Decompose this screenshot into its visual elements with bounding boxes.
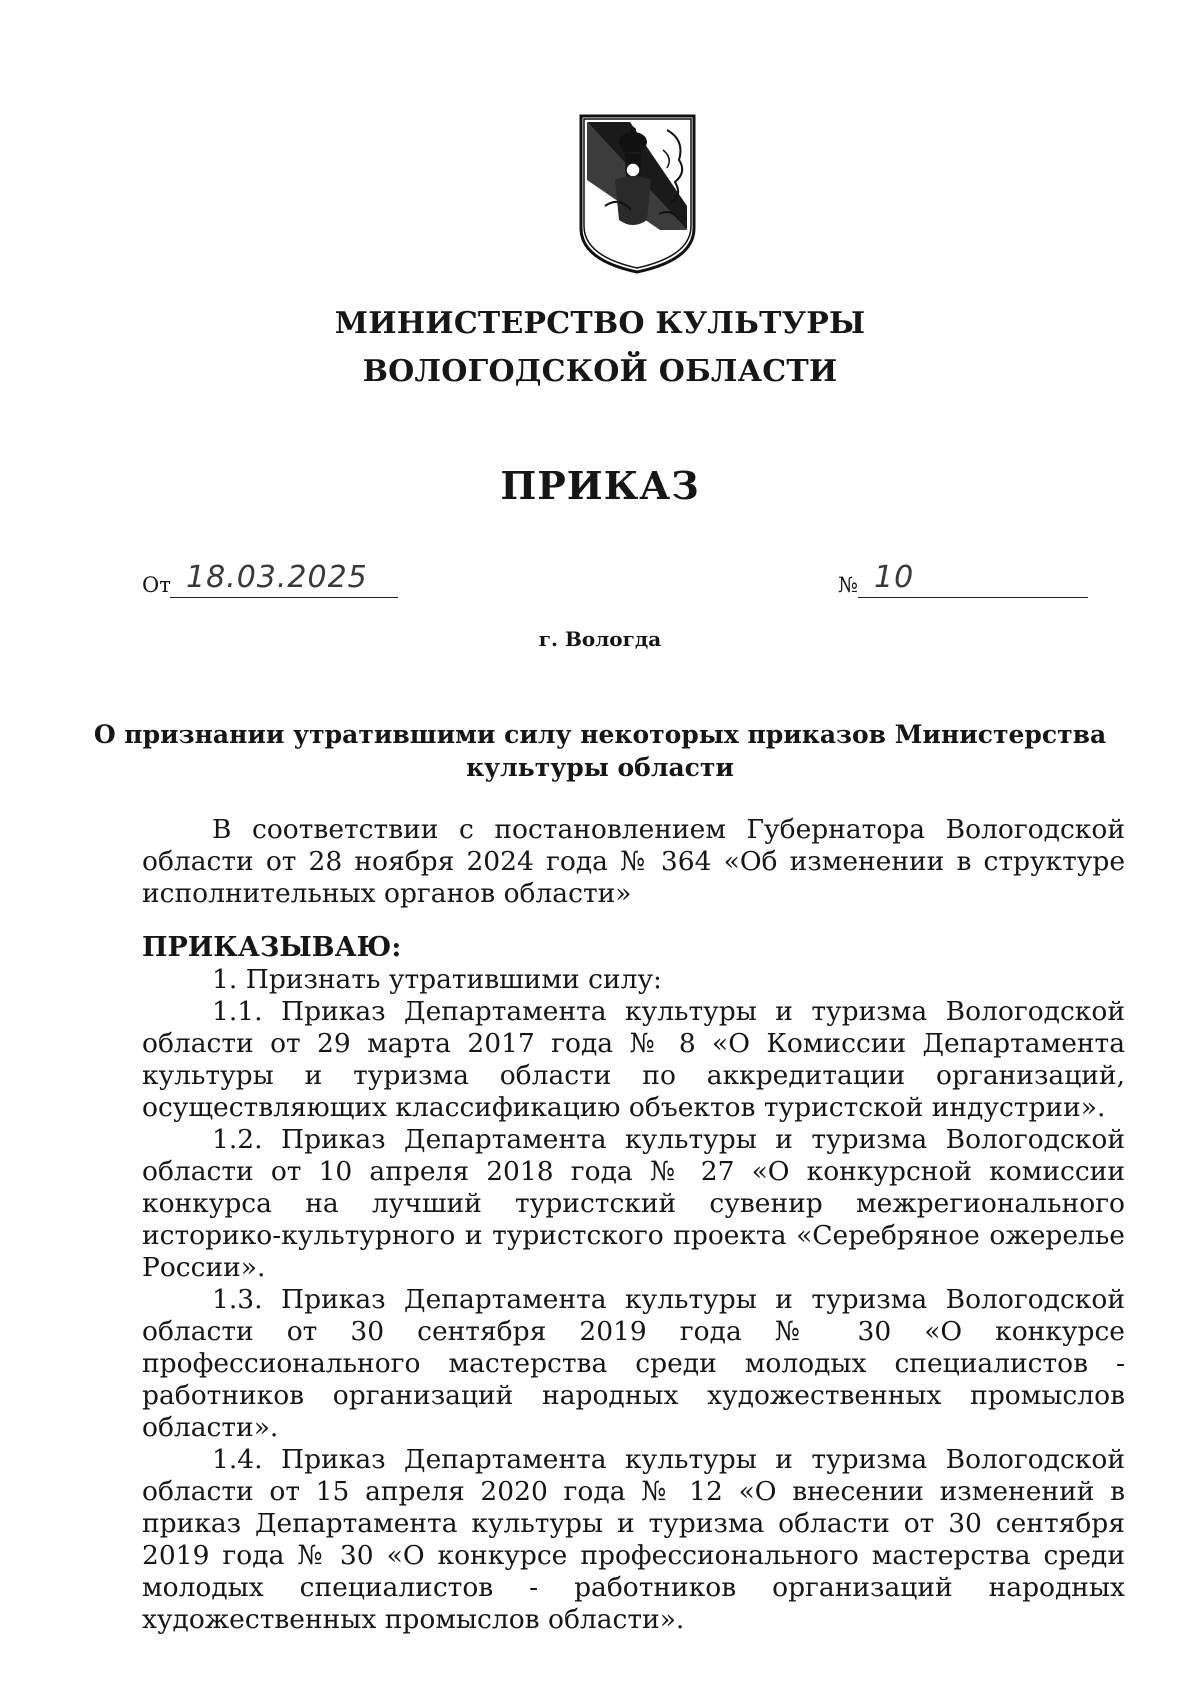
list-item: 1.1. Приказ Департамента культуры и туризма Вологодской области от 29 марта 2017 года № 8 «О Комиссии Департамента культуры и туризма области по аккредитации организаций, осуществляющих классификацию объектов туристской индустрии».: [142, 996, 1125, 1123]
document-body: [142, 814, 1125, 1636]
number-underline: [858, 597, 1088, 598]
list-item: 1.4. Приказ Департамента культуры и туризма Вологодской области от 15 апреля 2020 года № 12 «О внесении изменений в приказ Департамента культуры и туризма области от 30 сентября 2019 года № 30 «О конкурсе профессионального мастерства среди молодых специалистов - работников организаций народных художественных промыслов области».: [142, 1444, 1125, 1635]
list-item: 1.2. Приказ Департамента культуры и туризма Вологодской области от 10 апреля 2018 года № 27 «О конкурсной комиссии конкурса на лучший туристский сувенир межрегионального историко-культурного и туристского проекта «Серебряное ожерелье России».: [142, 1124, 1125, 1283]
list-item: 1.3. Приказ Департамента культуры и туризма Вологодской области от 30 сентября 2019 года № 30 «О конкурсе профессионального мастерства среди молодых специалистов - работников организаций народных художественных промыслов области».: [142, 1284, 1125, 1443]
number-value: 10: [874, 560, 915, 595]
title-line-1: О признании утратившими силу некоторых приказов Министерства: [93, 720, 1107, 749]
title-line-2: культуры области: [466, 753, 734, 782]
date-underline: [170, 597, 398, 598]
order-word: ПРИКАЗЫВАЮ:: [142, 932, 402, 963]
number-label: №: [838, 573, 858, 597]
document-title: [0, 718, 1200, 784]
date-label: От: [142, 573, 171, 597]
coat-of-arms-icon: [575, 110, 700, 275]
city: г. Вологда: [538, 627, 662, 651]
list-item: 1. Признать утратившими силу:: [212, 964, 662, 995]
document-type: ПРИКАЗ: [500, 463, 700, 508]
ministry-line-2: ВОЛОГОДСКОЙ ОБЛАСТИ: [362, 354, 838, 389]
date-value: 18.03.2025: [186, 560, 368, 595]
preamble-paragraph: В соответствии с постановлением Губернатора Вологодской области от 28 ноября 2024 года № 364 «Об изменении в структуре исполнительных органов области»: [142, 814, 1125, 909]
ministry-line-1: МИНИСТЕРСТВО КУЛЬТУРЫ: [334, 306, 866, 341]
ministry-name: [0, 300, 1200, 396]
